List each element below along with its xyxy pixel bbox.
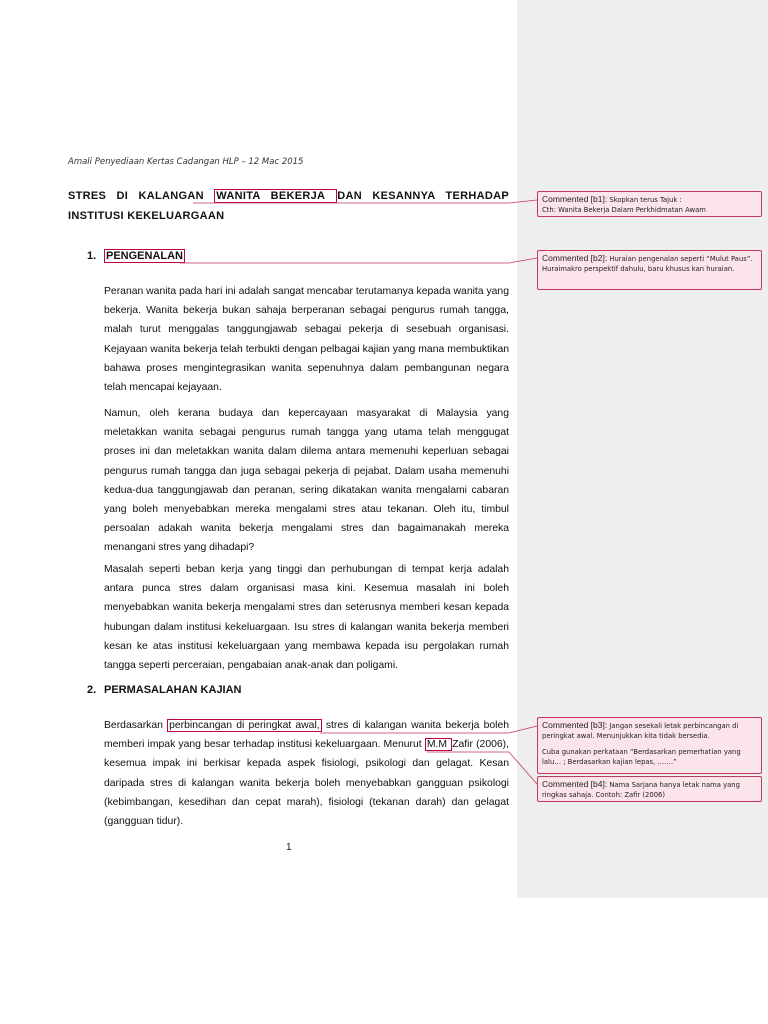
comment-label: Commented [b4]: xyxy=(542,779,608,789)
title-highlight[interactable]: WANITA BEKERJA xyxy=(216,190,336,202)
p4-text-c: Zafir (2006), kesemua impak ini berkisar kepada aspek fisiologi, psikologi dan gelagat. Kesan daripada stres di kalangan wanita bekerja boleh menyebabkan gangguan psikologi (kebimbangan, kesedihan dan cepat marah), fisiologi (tekanan darah) dan gelagat (gangguan tidur). xyxy=(104,739,509,828)
page-header: Amali Penyediaan Kertas Cadangan HLP – 12 Mac 2015 xyxy=(68,157,304,167)
paragraph-2: Namun, oleh kerana budaya dan kepercayaan masyarakat di Malaysia yang meletakkan wanita sebagai pengurus rumah tangga yang utama telah menggugat proses ini dan meletakkan wanita dalam dilema antara memenuhi keperluan sebagai pengurus rumah tangga dan juga sebagai pekerja di pejabat. Dalam usaha memenuhi kedua-dua tanggungjawab dan peranan, sering dikatakan wanita mengalami cabaran yang boleh menyebabkan mereka mengalami stres atau tekanan. Oleh itu, timbul persoalan adakah wanita bekerja mengalami stres dan bagaimanakah mereka menangani stres yang dihadapi? xyxy=(104,408,509,554)
section-heading-permasalahan xyxy=(87,684,242,696)
comment-b2[interactable] xyxy=(537,250,762,290)
section-number: 2. xyxy=(87,684,97,696)
paragraph-4 xyxy=(104,716,509,831)
comment-b1[interactable] xyxy=(537,191,762,217)
p4-text-a: Berdasarkan xyxy=(104,720,168,731)
comment-text: Huraian pengenalan seperti “Mulut Paus”. Huraimakro perspektif dahulu, baru khusus kan huraian. xyxy=(542,255,753,273)
comment-label: Commented [b2]: xyxy=(542,253,608,263)
comment-b3[interactable] xyxy=(537,717,762,774)
comment-text: Skopkan terus Tajuk : xyxy=(609,196,682,204)
p4-highlight-1[interactable]: perbincangan di peringkat awal, xyxy=(169,720,320,731)
p4-text-b: stres di kalangan wanita bekerja boleh memberi impak yang besar terhadap institusi kekeluargaan. Menurut xyxy=(104,720,509,751)
paragraph-1: Peranan wanita pada hari ini adalah sangat mencabar terutamanya kepada wanita yang bekerja. Wanita bekerja bukan sahaja berperanan sebagai pengurus rumah tangga, malah turut menggalas tanggungjawab sebagai pekerja di sesebuah organisasi. Kejayaan wanita bekerja telah terbukti dengan pelbagai kajian yang mana membuktikan bahawa proses mengintegrasikan wanita sepenuhnya dalam pembangunan negara telah mencapai kejayaan. xyxy=(104,286,509,394)
section-heading-pengenalan xyxy=(87,250,185,262)
document-title xyxy=(68,186,509,226)
section-title-highlight[interactable]: PENGENALAN xyxy=(106,250,184,262)
title-text-2: DAN KESANNYA TERHADAP INSTITUSI KEKELUARGAAN xyxy=(68,190,510,222)
comment-b4[interactable] xyxy=(537,776,762,802)
paragraph-3: Masalah seperti beban kerja yang tinggi dan perhubungan di tempat kerja adalah antara punca stres dalam organisasi masa kini. Kesemua masalah ini boleh menyebabkan wanita bekerja mengalami stres dan seterusnya memberi kesan kepada hubungan dalam institusi kekeluargaan. Isu stres di kalangan wanita bekerja memberi kesan ke atas institusi kekeluargaan yang membawa kepada isu pergolakan rumah tangga seperti perceraian, pengabaian anak-anak dan poligami. xyxy=(104,564,509,672)
page-number: 1 xyxy=(286,842,292,853)
comment-text-line2: Cth: Wanita Bekerja Dalam Perkhidmatan Awam xyxy=(542,206,706,214)
comment-text-line2: Cuba gunakan perkataan “Berdasarkan pemerhatian yang lalu… ; Berdasarkan kajian lepas, …….” xyxy=(542,748,741,766)
comment-label: Commented [b1]: xyxy=(542,194,608,204)
section-title: PERMASALAHAN KAJIAN xyxy=(104,684,242,696)
comment-text: Jangan sesekali letak perbincangan di peringkat awal. Menunjukkan kita tidak bersedia. xyxy=(542,722,739,740)
comment-text: Nama Sarjana hanya letak nama yang ringkas sahaja. Contoh: Zafir (2006) xyxy=(542,781,740,799)
comment-label: Commented [b3]: xyxy=(542,720,608,730)
p4-highlight-2[interactable]: M.M xyxy=(426,739,451,751)
title-text-1: STRES DI KALANGAN xyxy=(68,190,215,202)
section-number: 1. xyxy=(87,250,97,262)
